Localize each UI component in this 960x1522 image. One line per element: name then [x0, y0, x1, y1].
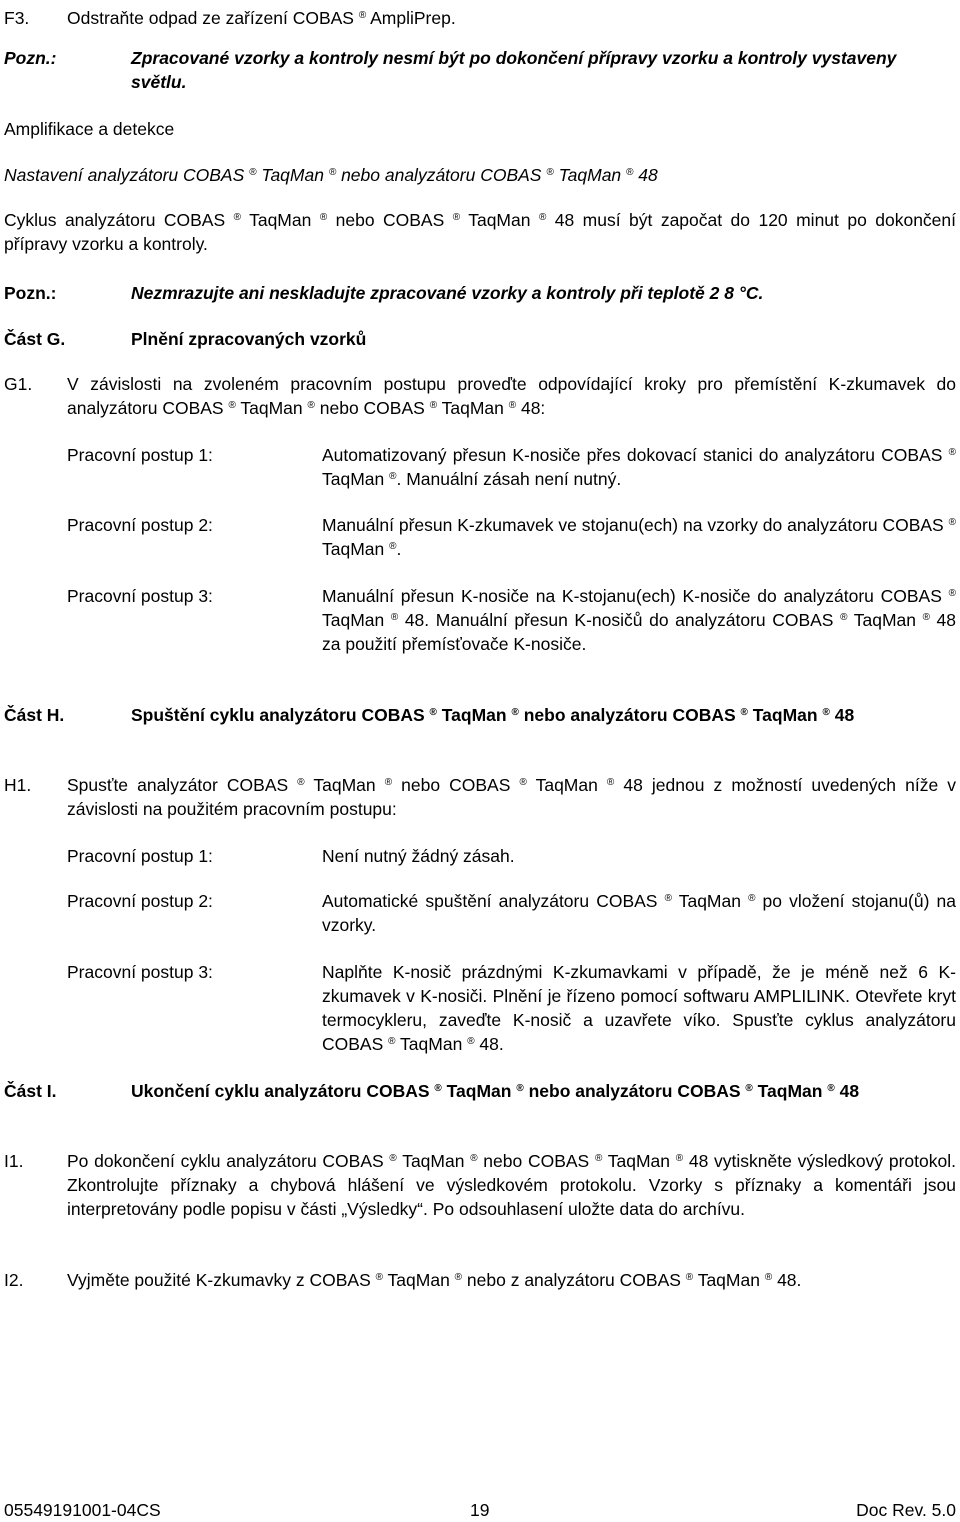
step-text-i1: Po dokončení cyklu analyzátoru COBAS ® TaqMan ® nebo COBAS ® TaqMan ® 48 vytiskněte výsledkový protokol. Zkontrolujte příznaky a chybová hlášení ve výsledkovém protokolu. Vzorky s příznaky a komentáři jsou interpretovány podle popisu v části „Výsledky“. Po odsouhlasení uložte data do archívu.: [67, 1151, 956, 1219]
registered-mark: ®: [840, 612, 848, 623]
registered-mark: ®: [319, 212, 328, 223]
registered-mark: ®: [390, 612, 399, 623]
registered-mark: ®: [434, 1083, 442, 1094]
registered-mark: ®: [508, 400, 517, 411]
registered-mark: ®: [745, 1083, 753, 1094]
step-label-i1: I1.: [4, 1151, 24, 1171]
part-h-label: Část H.: [4, 705, 65, 725]
footer-page-number: 19: [470, 1500, 490, 1520]
registered-mark: ®: [467, 1036, 475, 1047]
registered-mark: ®: [748, 893, 756, 904]
registered-mark: ®: [822, 707, 830, 718]
registered-mark: ®: [948, 517, 956, 528]
registered-mark: ®: [546, 167, 554, 178]
registered-mark: ®: [626, 167, 634, 178]
part-i-label: Část I.: [4, 1081, 57, 1101]
registered-mark: ®: [454, 1272, 463, 1283]
g1-workflow-3-label: Pracovní postup 3:: [67, 586, 213, 606]
registered-mark: ®: [519, 777, 527, 788]
g1-workflow-2-label: Pracovní postup 2:: [67, 515, 213, 535]
h1-workflow-2-text: Automatické spuštění analyzátoru COBAS ® TaqMan ® po vložení stojanu(ů) na vzorky.: [322, 891, 956, 935]
g1-workflow-3-text: Manuální přesun K-nosiče na K-stojanu(ech) K-nosiče do analyzátoru COBAS ® TaqMan ® 48. Manuální přesun K-nosičů do analyzátoru COBAS ® TaqMan ® 48 za použití přemísťovače K-nosiče.: [322, 586, 957, 654]
registered-mark: ®: [764, 1272, 773, 1283]
step-label-f3: F3.: [4, 8, 30, 28]
registered-mark: ®: [388, 1036, 396, 1047]
h1-workflow-1-text: Není nutný žádný zásah.: [322, 846, 515, 866]
registered-mark: ®: [297, 777, 305, 788]
h1-workflow-2-label: Pracovní postup 2:: [67, 891, 213, 911]
registered-mark: ®: [675, 1153, 684, 1164]
step-text-f3: Odstraňte odpad ze zařízení COBAS ® AmpliPrep.: [67, 8, 456, 28]
part-g-label: Část G.: [4, 329, 66, 349]
h1-workflow-3-label: Pracovní postup 3:: [67, 962, 213, 982]
registered-mark: ®: [389, 541, 397, 552]
g1-workflow-2-text: Manuální přesun K-zkumavek ve stojanu(ech) na vzorky do analyzátoru COBAS ® TaqMan ®.: [322, 515, 956, 559]
note-label-2: Pozn.:: [4, 283, 57, 303]
part-i-title: Ukončení cyklu analyzátoru COBAS ® TaqMan ® nebo analyzátoru COBAS ® TaqMan ® 48: [131, 1081, 860, 1101]
registered-mark: ®: [664, 893, 672, 904]
h1-workflow-1-label: Pracovní postup 1:: [67, 846, 213, 866]
registered-mark: ®: [228, 400, 236, 411]
registered-mark: ®: [948, 447, 956, 458]
step-label-h1: H1.: [4, 775, 32, 795]
step-label-i2: I2.: [4, 1270, 24, 1290]
registered-mark: ®: [375, 1272, 383, 1283]
note-label-1: Pozn.:: [4, 48, 57, 68]
registered-mark: ®: [827, 1083, 835, 1094]
registered-mark: ®: [594, 1153, 603, 1164]
registered-mark: ®: [922, 612, 930, 623]
registered-mark: ®: [249, 167, 257, 178]
g1-workflow-1-label: Pracovní postup 1:: [67, 445, 213, 465]
registered-mark: ®: [740, 707, 748, 718]
registered-mark: ®: [429, 707, 437, 718]
registered-mark: ®: [511, 707, 519, 718]
registered-mark: ®: [470, 1153, 478, 1164]
h1-workflow-3-text: Naplňte K-nosič prázdnými K-zkumavkami v případě, že je méně než 6 K-zkumavek v K-nosiči. Plnění je řízeno pomocí softwaru AMPLILINK. Otevřete kryt termocykleru, zaveďte K-nosič a uzavřete víko. Spusťte cyklus analyzátoru COBAS ® TaqMan ® 48.: [322, 962, 956, 1054]
registered-mark: ®: [358, 10, 367, 21]
note-text-1: Zpracované vzorky a kontroly nesmí být po dokončení přípravy vzorku a kontroly vystaveny světlu.: [131, 48, 897, 92]
registered-mark: ®: [233, 212, 241, 223]
footer-doc-number: 05549191001-04CS: [4, 1500, 161, 1520]
footer-revision: Doc Rev. 5.0: [856, 1500, 956, 1520]
step-text-g1: V závislosti na zvoleném pracovním postupu proveďte odpovídající kroky pro přemístění K-zkumavek do analyzátoru COBAS ® TaqMan ® nebo COBAS ® TaqMan ® 48:: [67, 374, 956, 418]
part-h-title: Spuštění cyklu analyzátoru COBAS ® TaqMan ® nebo analyzátoru COBAS ® TaqMan ® 48: [131, 705, 855, 725]
section-heading-amplification: Amplifikace a detekce: [4, 119, 175, 139]
registered-mark: ®: [389, 471, 397, 482]
registered-mark: ®: [538, 212, 547, 223]
g1-workflow-1-text: Automatizovaný přesun K-nosiče přes dokovací stanici do analyzátoru COBAS ® TaqMan ®. Manuální zásah není nutný.: [322, 445, 956, 489]
registered-mark: ®: [685, 1272, 694, 1283]
registered-mark: ®: [429, 400, 438, 411]
registered-mark: ®: [516, 1083, 524, 1094]
registered-mark: ®: [606, 777, 615, 788]
note-text-2: Nezmrazujte ani neskladujte zpracované vzorky a kontroly při teplotě 2 8 °C.: [131, 283, 764, 303]
registered-mark: ®: [384, 777, 393, 788]
step-text-h1: Spusťte analyzátor COBAS ® TaqMan ® nebo COBAS ® TaqMan ® 48 jednou z možností uvedených níže v závislosti na použitém pracovním postupu:: [67, 775, 956, 819]
subsection-heading-setup: Nastavení analyzátoru COBAS ® TaqMan ® nebo analyzátoru COBAS ® TaqMan ® 48: [4, 165, 658, 185]
registered-mark: ®: [328, 167, 337, 178]
registered-mark: ®: [452, 212, 461, 223]
part-g-title: Plnění zpracovaných vzorků: [131, 329, 367, 349]
registered-mark: ®: [307, 400, 315, 411]
registered-mark: ®: [948, 588, 956, 599]
step-label-g1: G1.: [4, 374, 33, 394]
setup-text: Cyklus analyzátoru COBAS ® TaqMan ® nebo COBAS ® TaqMan ® 48 musí být započat do 120 minut po dokončení přípravy vzorku a kontroly.: [4, 210, 957, 254]
registered-mark: ®: [389, 1153, 397, 1164]
step-text-i2: Vyjměte použité K-zkumavky z COBAS ® TaqMan ® nebo z analyzátoru COBAS ® TaqMan ® 48.: [67, 1270, 802, 1290]
